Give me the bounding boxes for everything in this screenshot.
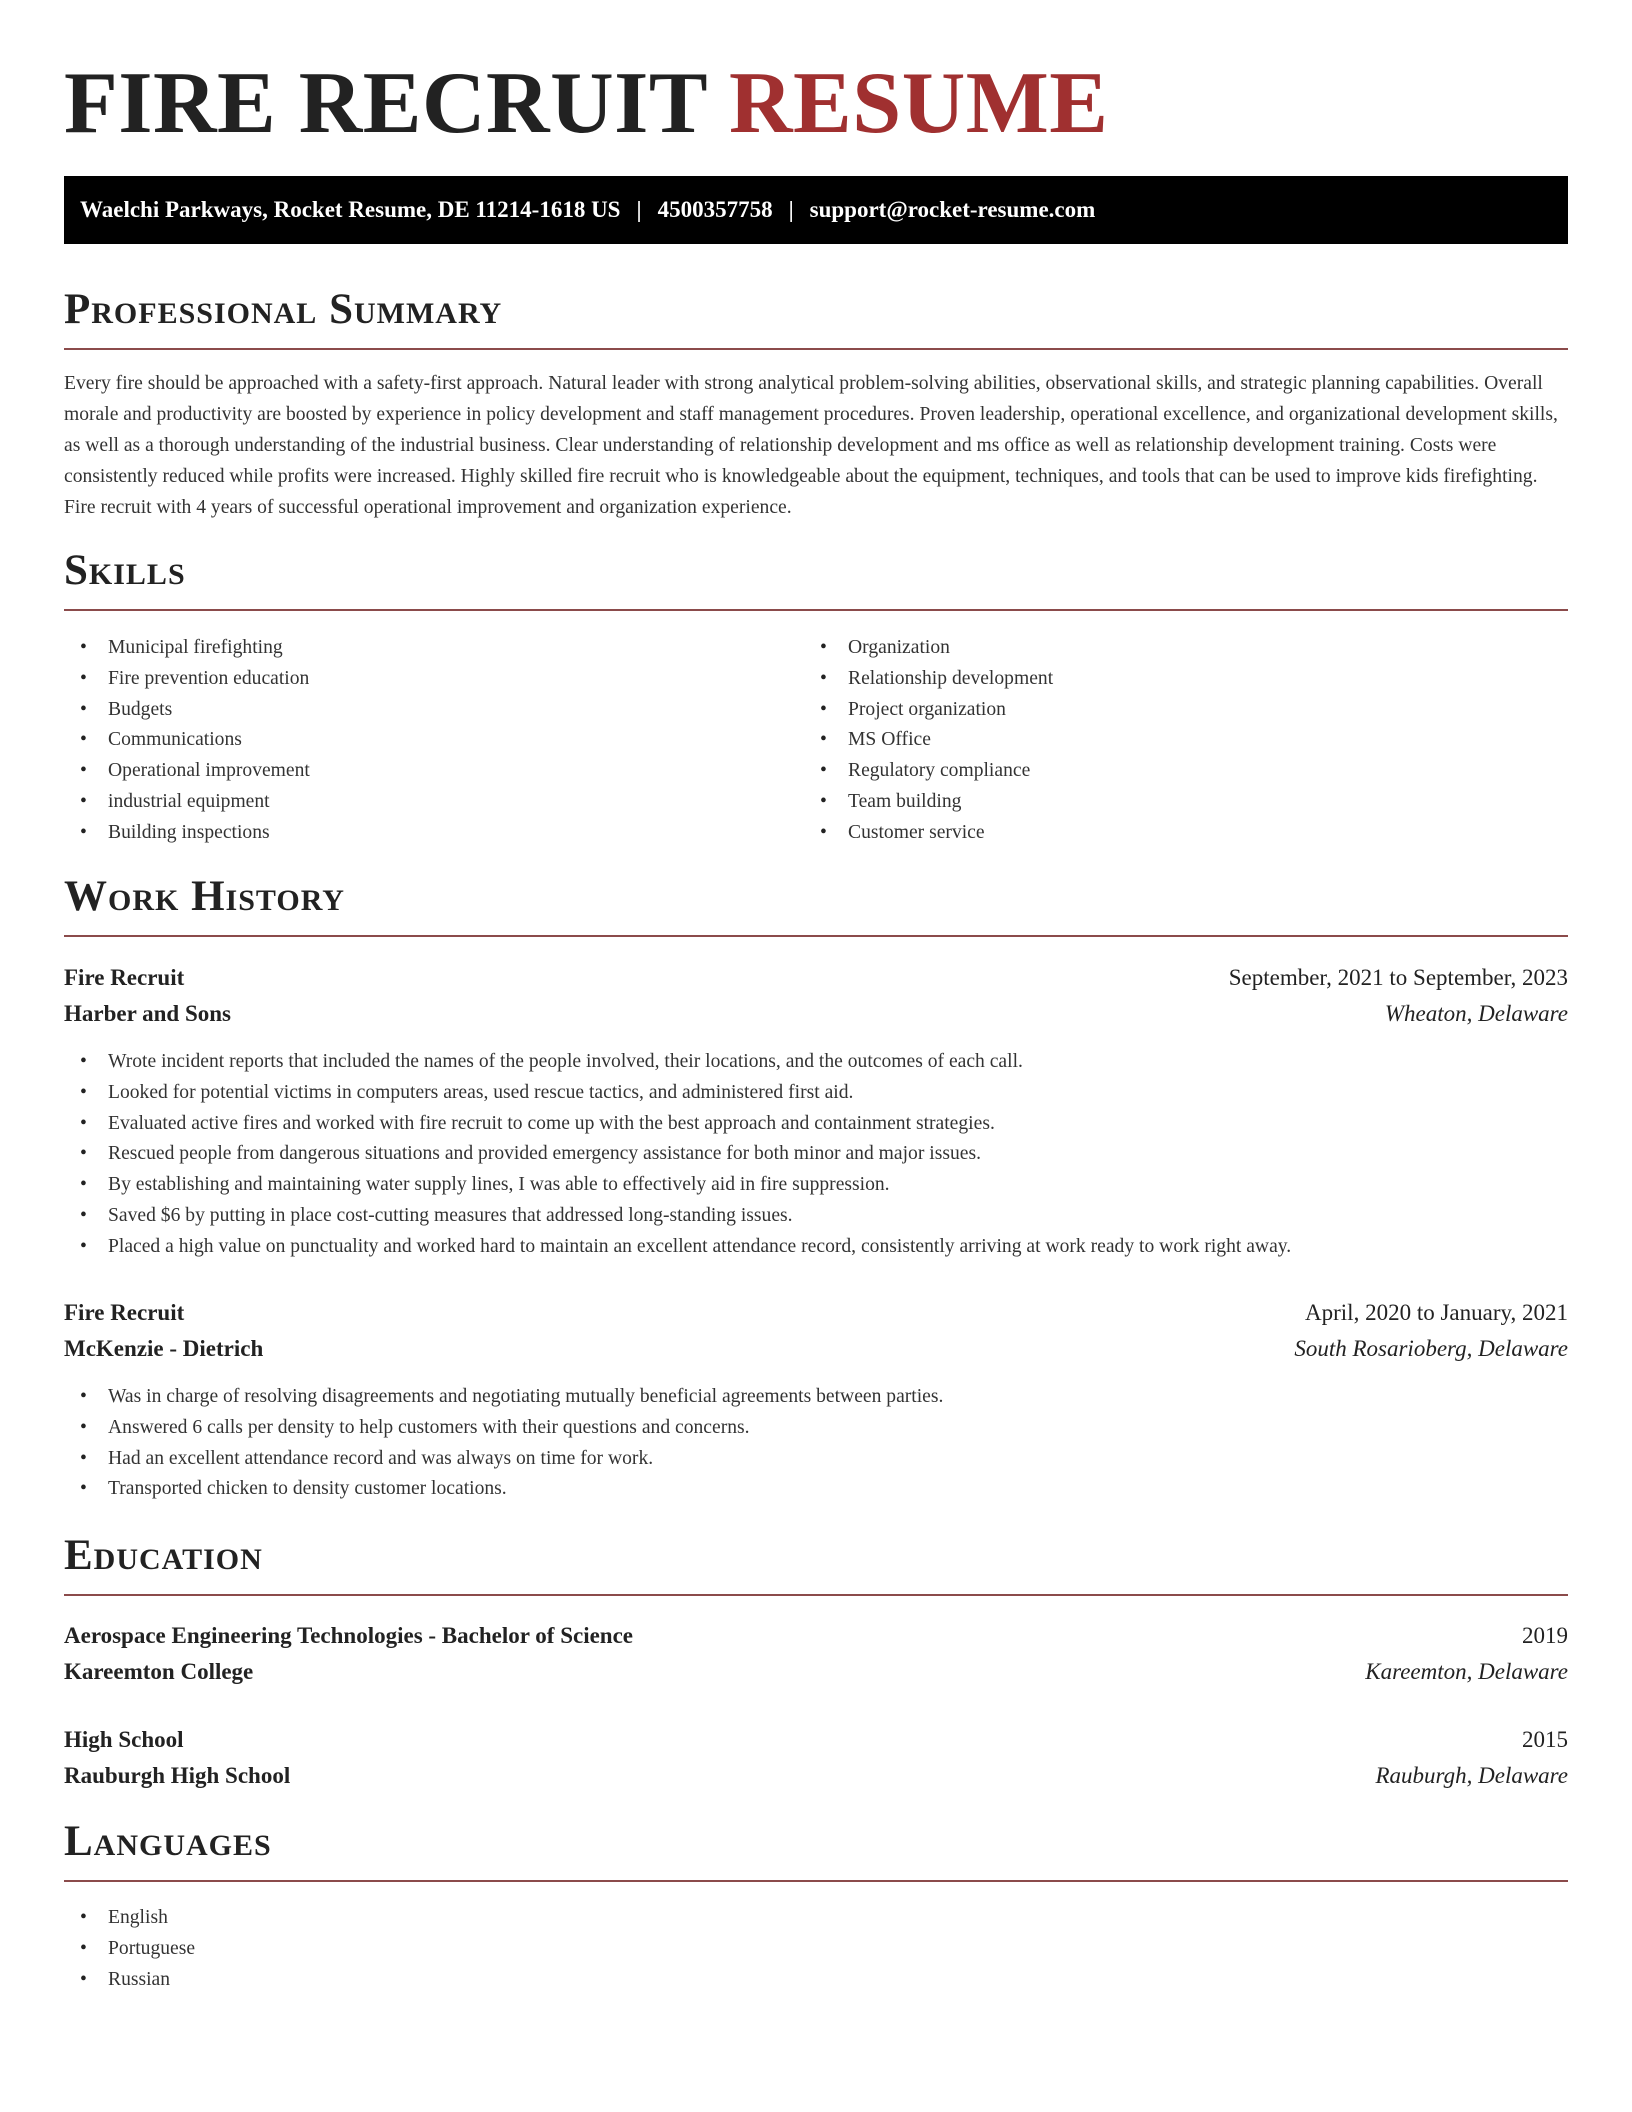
language-item: • Russian	[64, 1965, 195, 1996]
summary-heading: Professional Summary	[64, 284, 1568, 350]
job-dates: September, 2021 to September, 2023	[1228, 965, 1568, 990]
job-1-bullets	[64, 1047, 1291, 1263]
job-title: Fire Recruit	[64, 965, 185, 990]
job-bullet: • Was in charge of resolving disagreements and negotiating mutually beneficial agreements between parties.	[64, 1382, 943, 1413]
contact-separator: |	[636, 197, 642, 222]
skill-item: • industrial equipment	[64, 787, 310, 818]
job-1-header	[64, 960, 1568, 996]
edu-school: Rauburgh High School	[64, 1763, 291, 1788]
skill-item: • Communications	[64, 725, 310, 756]
job-1-company-row	[64, 996, 1568, 1032]
edu-1-header	[64, 1618, 1568, 1654]
job-dates: April, 2020 to January, 2021	[1305, 1300, 1568, 1325]
edu-year: 2019	[1522, 1623, 1568, 1648]
skills-list-left	[64, 633, 310, 849]
job-bullet: • Saved $6 by putting in place cost-cutting measures that addressed long-standing issues.	[64, 1201, 1291, 1232]
contact-email: support@rocket-resume.com	[809, 197, 1096, 222]
language-item: • English	[64, 1903, 195, 1934]
skill-item: • Fire prevention education	[64, 664, 310, 695]
contact-bar	[64, 176, 1568, 244]
contact-phone: 4500357758	[657, 197, 773, 222]
edu-degree: Aerospace Engineering Technologies - Bachelor of Science	[64, 1623, 634, 1648]
skill-item: • Customer service	[804, 818, 1053, 849]
job-company: Harber and Sons	[64, 1001, 232, 1026]
job-bullet: • Looked for potential victims in computers areas, used rescue tactics, and administered first aid.	[64, 1078, 1291, 1109]
edu-year: 2015	[1522, 1727, 1568, 1752]
skills-list-right	[804, 633, 1053, 849]
edu-location: Kareemton, Delaware	[1365, 1659, 1568, 1684]
skill-item: • Organization	[804, 633, 1053, 664]
edu-location: Rauburgh, Delaware	[1375, 1763, 1568, 1788]
job-bullet: • Evaluated active fires and worked with fire recruit to come up with the best approach and containment strategies.	[64, 1109, 1291, 1140]
edu-degree: High School	[64, 1727, 184, 1752]
skill-item: • Relationship development	[804, 664, 1053, 695]
job-bullet: • Transported chicken to density customer locations.	[64, 1474, 943, 1505]
job-2-bullets	[64, 1382, 943, 1505]
languages-heading: Languages	[64, 1816, 1568, 1882]
job-location: South Rosarioberg, Delaware	[1294, 1336, 1568, 1361]
skill-item: • Project organization	[804, 695, 1053, 726]
summary-text: Every fire should be approached with a safety-first approach. Natural leader with strong analytical problem-solving abilities, observational skills, and strategic planning capabilities. Overall morale and productivity are boosted by experience in policy development and staff management procedures. Proven leadership, operational excellence, and organizational development skills, as well as a thorough understanding of the industrial business. Clear understanding of relationship development and ms office as well as relationship development training. Costs were consistently reduced while profits were increased. Highly skilled fire recruit who is knowledgeable about the equipment, techniques, and tools that can be used to improve kids firefighting. Fire recruit with 4 years of successful operational improvement and organization experience.	[64, 373, 1558, 518]
edu-1-school-row	[64, 1654, 1568, 1690]
skill-item: • MS Office	[804, 725, 1053, 756]
skill-item: • Operational improvement	[64, 756, 310, 787]
skill-item: • Building inspections	[64, 818, 310, 849]
language-item: • Portuguese	[64, 1934, 195, 1965]
job-title: Fire Recruit	[64, 1300, 185, 1325]
contact-separator: |	[788, 197, 794, 222]
job-bullet: • Rescued people from dangerous situations and provided emergency assistance for both minor and major issues.	[64, 1139, 1291, 1170]
languages-list	[64, 1903, 195, 1995]
job-2-header	[64, 1295, 1568, 1331]
skill-item: • Budgets	[64, 695, 310, 726]
job-bullet: • Had an excellent attendance record and was always on time for work.	[64, 1444, 943, 1475]
skills-heading: Skills	[64, 545, 1568, 611]
job-bullet: • Wrote incident reports that included the names of the people involved, their locations, and the outcomes of each call.	[64, 1047, 1291, 1078]
skill-item: • Team building	[804, 787, 1053, 818]
job-bullet: • Answered 6 calls per density to help customers with their questions and concerns.	[64, 1413, 943, 1444]
work-heading: Work History	[64, 871, 1568, 937]
edu-2-header	[64, 1722, 1568, 1758]
skill-item: • Municipal firefighting	[64, 633, 310, 664]
resume-title	[64, 50, 1109, 158]
job-location: Wheaton, Delaware	[1384, 1001, 1568, 1026]
job-company: McKenzie - Dietrich	[64, 1336, 264, 1361]
contact-address: Waelchi Parkways, Rocket Resume, DE 11214-1618 US	[80, 197, 621, 222]
job-bullet: • Placed a high value on punctuality and worked hard to maintain an excellent attendance record, consistently arriving at work ready to work right away.	[64, 1232, 1291, 1263]
education-heading: Education	[64, 1530, 1568, 1596]
edu-school: Kareemton College	[64, 1659, 254, 1684]
skill-item: • Regulatory compliance	[804, 756, 1053, 787]
job-bullet: • By establishing and maintaining water supply lines, I was able to effectively aid in fire suppression.	[64, 1170, 1291, 1201]
edu-2-school-row	[64, 1758, 1568, 1794]
title-part-1: FIRE RECRUIT	[64, 55, 707, 152]
title-part-2: RESUME	[729, 55, 1109, 152]
job-2-company-row	[64, 1331, 1568, 1367]
